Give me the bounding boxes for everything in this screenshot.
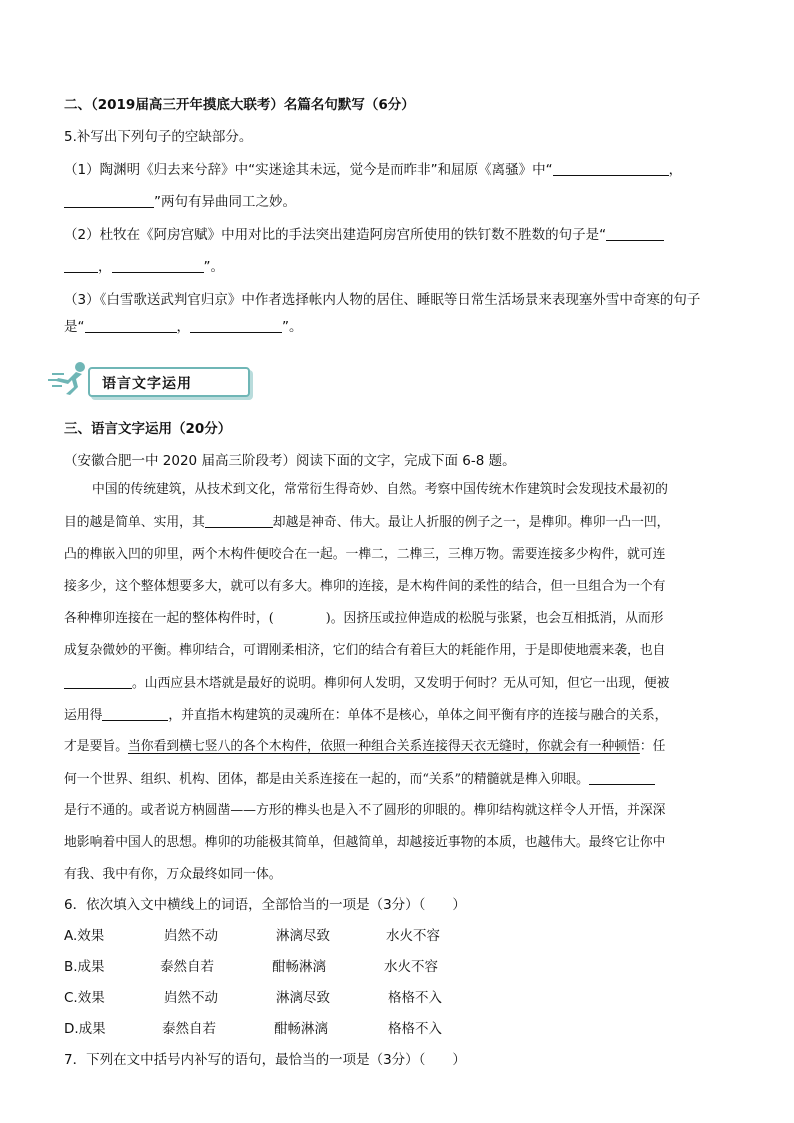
q5-part-2-line-1 (64, 226, 664, 244)
q6-option-d-word2: 酣畅淋漓 (274, 1021, 328, 1037)
q6-option-d-word1: 泰然自若 (162, 1021, 216, 1037)
passage-line (64, 674, 669, 693)
section-banner (88, 367, 250, 397)
answer-blank[interactable] (606, 226, 664, 241)
q6-option-b-label[interactable]: B.成果 (64, 959, 105, 975)
answer-blank[interactable] (589, 770, 655, 785)
banner-label: 语言文字运用 (102, 376, 192, 392)
q6-option-a-word2: 淋漓尽致 (276, 928, 330, 944)
q5-part-3-line-2 (64, 318, 303, 336)
section-3-header: 三、语言文字运用（20分） (64, 421, 232, 437)
q6-option-b-word1: 泰然自若 (160, 959, 214, 975)
passage-text: 何一个世界、组织、机构、团体，都是由关系连接在一起的，而“关系”的精髓就是榫入卯眼。 (64, 772, 589, 787)
answer-blank[interactable] (190, 318, 282, 333)
q5-part-1-comma: ， (668, 162, 683, 178)
q5-part-1-tail: ”两句有异曲同工之妙。 (154, 194, 296, 210)
underlined-sentence: 当你看到横七竖八的各个木构件，依照一种组合关系连接得天衣无缝时，你就会有一种顿悟 (127, 739, 640, 754)
answer-blank[interactable] (112, 258, 204, 273)
q5-part-1-line-1 (64, 161, 682, 179)
passage-line: 是行不通的。或者说方枘圆凿——方形的榫头也是入不了圆形的卯眼的。榫卯结构就这样令人开悟，并深深 (64, 803, 666, 818)
answer-blank[interactable] (64, 193, 154, 208)
passage-line (64, 770, 655, 789)
q5-part-2-tail: ”。 (203, 259, 224, 275)
runner-icon (46, 360, 94, 396)
answer-blank[interactable] (102, 706, 168, 721)
passage-text: ，并直指木构建筑的灵魂所在：单体不是核心，单体之间平衡有序的连接与融合的关系， (168, 708, 668, 723)
q5-part-3-start: 是“ (64, 319, 85, 335)
passage-line: 地影响着中国人的思想。榫卯的功能极其简单，但越简单，却越接近事物的本质，也越伟大。最终它让你中 (64, 835, 666, 850)
q6-option-a-word1: 岿然不动 (164, 928, 218, 944)
passage-line (64, 738, 665, 756)
q5-part-3-tail: ”。 (282, 319, 303, 335)
q5-part-1-text: （1）陶渊明《归去来兮辞》中“实迷途其未远，觉今是而昨非”和屈原《离骚》中“ (64, 162, 553, 178)
passage-line (64, 513, 669, 532)
answer-blank[interactable] (64, 258, 98, 273)
q6-option-c-word2: 淋漓尽致 (276, 990, 330, 1006)
passage-line (64, 610, 663, 628)
passage-text: 各种榫卯连接在一起的整体构件时，( (64, 611, 274, 626)
question-7-stem: 7．下列在文中括号内补写的语句，最恰当的一项是（3分）（ ） (64, 1052, 466, 1068)
q6-option-d-word3: 格格不入 (388, 1021, 442, 1037)
q5-part-2-comma: ， (98, 259, 112, 275)
passage-text: 。山西应县木塔就是最好的说明。榫卯何人发明，又发明于何时？无从可知，但它一出现，便被 (132, 676, 670, 691)
q5-part-1-line-2 (64, 193, 296, 211)
answer-blank[interactable] (64, 674, 132, 689)
section-2-header: 二、（2019届高三开年摸底大联考）名篇名句默写（6分） (64, 97, 415, 113)
q5-part-2-line-2 (64, 258, 224, 276)
passage-line: 中国的传统建筑，从技术到文化，常常衍生得奇妙、自然。考察中国传统木作建筑时会发现技术最初的 (92, 482, 668, 497)
passage-line: 凸的榫嵌入凹的卯里，两个木构件便咬合在一起。一榫二，二榫三，三榫万物。需要连接多少构件，就可连 (64, 547, 666, 562)
passage-intro: （安徽合肥一中 2020 届高三阶段考）阅读下面的文字，完成下面 6-8 题。 (64, 453, 516, 469)
q6-option-c-word1: 岿然不动 (164, 990, 218, 1006)
q5-part-3-line-1: （3）《白雪歌送武判官归京》中作者选择帐内人物的居住、睡眠等日常生活场景来表现塞外雪中奇寒的句子 (64, 292, 701, 308)
question-6-stem: 6．依次填入文中横线上的词语，全部恰当的一项是（3分）（ ） (64, 897, 466, 913)
passage-text: )。因挤压或拉伸造成的松脱与张紧，也会互相抵消，从而形 (325, 611, 664, 626)
q6-option-b-word2: 酣畅淋漓 (272, 959, 326, 975)
q6-option-a-word3: 水火不容 (386, 928, 440, 944)
passage-line: 接多少，这个整体想要多大，就可以有多大。榫卯的连接，是木构件间的柔性的结合，但一旦组合为一个有 (64, 579, 666, 594)
passage-line (64, 706, 667, 725)
passage-line: 成复杂微妙的平衡。榫卯结合，可谓刚柔相济，它们的结合有着巨大的耗能作用，于是即使地震来袭，也自 (64, 643, 666, 658)
answer-blank[interactable] (205, 513, 273, 528)
passage-text: 目的越是简单、实用，其 (64, 515, 205, 530)
q6-option-c-word3: 格格不入 (388, 990, 442, 1006)
passage-line: 有我、我中有你，万众最终如同一体。 (64, 867, 282, 882)
passage-text: ：任 (639, 739, 666, 754)
q5-part-3-comma: ， (176, 319, 190, 335)
q6-option-c-label[interactable]: C.效果 (64, 990, 105, 1006)
q6-option-b-word3: 水火不容 (384, 959, 438, 975)
passage-text: 运用得 (64, 708, 103, 723)
passage-text: 才是要旨。 (64, 739, 128, 754)
question-5-stem: 5.补写出下列句子的空缺部分。 (64, 129, 253, 145)
q6-option-d-label[interactable]: D.成果 (64, 1021, 106, 1037)
answer-blank[interactable] (553, 161, 669, 176)
passage-text: 却越是神奇、伟大。最让人折服的例子之一，是榫卯。榫卯一凸一凹， (272, 515, 670, 530)
answer-blank[interactable] (85, 318, 177, 333)
q5-part-2-text: （2）杜牧在《阿房宫赋》中用对比的手法突出建造阿房宫所使用的铁钉数不胜数的句子是“ (64, 227, 607, 243)
q6-option-a-label[interactable]: A.效果 (64, 928, 105, 944)
